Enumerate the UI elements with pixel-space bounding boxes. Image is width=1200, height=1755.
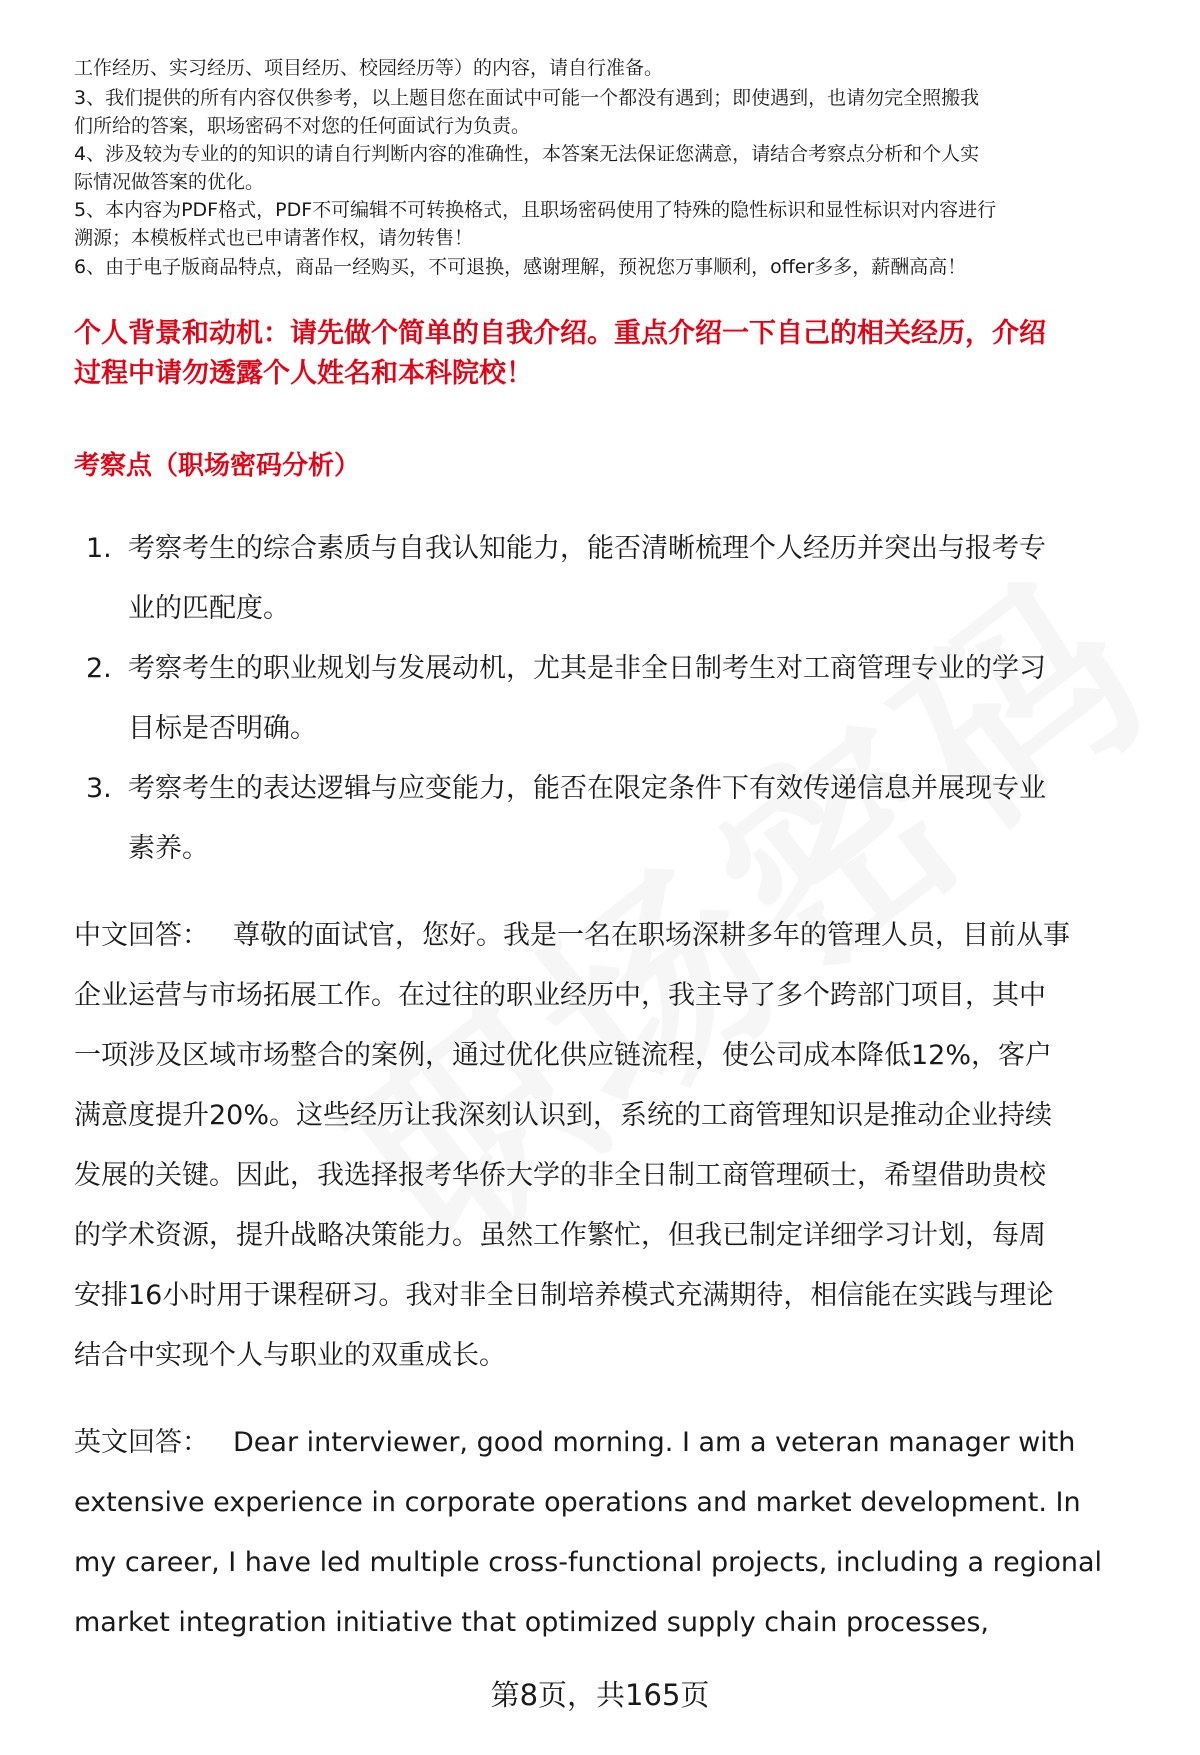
notice-line: 3、我们提供的所有内容仅供参考，以上题目您在面试中可能一个都没有遇到；即使遇到，也请勿完全照搬我 [74,87,980,109]
notice-line: 5、本内容为PDF格式，PDF不可编辑不可转换格式，且职场密码使用了特殊的隐性标识和显性标识对内容进行 [74,199,997,221]
list-item: 目标是否明确。 [128,713,317,744]
list-item: 业的匹配度。 [128,593,290,624]
chinese-answer-line: 安排16小时用于课程研习。我对非全日制培养模式充满期待，相信能在实践与理论 [74,1280,1054,1311]
list-item: 素养。 [128,833,209,864]
list-item: 考察考生的综合素质与自我认知能力，能否清晰梳理个人经历并突出与报考专 [128,533,1046,564]
notice-line: 工作经历、实习经历、项目经历、校园经历等）的内容，请自行准备。 [74,57,664,79]
notice-line: 际情况做答案的优化。 [74,171,265,193]
chinese-answer-line: 结合中实现个人与职业的双重成长。 [74,1340,506,1371]
chinese-answer-line: 的学术资源，提升战略决策能力。虽然工作繁忙，但我已制定详细学习计划，每周 [74,1220,1046,1251]
chinese-answer-line: 发展的关键。因此，我选择报考华侨大学的非全日制工商管理硕士，希望借助贵校 [74,1160,1046,1191]
chinese-answer-line [74,906,1070,966]
notice-line: 们所给的答案，职场密码不对您的任何面试行为负责。 [74,115,531,137]
english-answer-line: market integration initiative that optimized supply chain processes, [74,1607,990,1638]
list-item: 考察考生的职业规划与发展动机，尤其是非全日制考生对工商管理专业的学习 [128,653,1046,684]
analysis-heading: 考察点（职场密码分析） [74,451,361,481]
chinese-answer-line: 满意度提升20%。这些经历让我深刻认识到，系统的工商管理知识是推动企业持续 [74,1100,1053,1131]
notice-line: 6、由于电子版商品特点，商品一经购买，不可退换，感谢理解，预祝您万事顺利，offer多多，薪酬高高！ [74,256,967,278]
list-number: 3. [86,773,112,804]
english-answer-line [74,1413,1075,1473]
chinese-answer-label: 中文回答： [74,920,209,951]
question-heading: 个人背景和动机：请先做个简单的自我介绍。重点介绍一下自己的相关经历，介绍 [74,318,1046,349]
list-number: 1. [86,533,112,564]
list-item: 考察考生的表达逻辑与应变能力，能否在限定条件下有效传递信息并展现专业 [128,773,1046,804]
english-answer-label: 英文回答： [74,1427,209,1458]
chinese-answer-line: 一项涉及区域市场整合的案例，通过优化供应链流程，使公司成本降低12%，客户 [74,1040,1053,1071]
notice-line: 4、涉及较为专业的的知识的请自行判断内容的准确性，本答案无法保证您满意，请结合考察点分析和个人实 [74,143,980,165]
chinese-answer-text: 尊敬的面试官，您好。我是一名在职场深耕多年的管理人员，目前从事 [233,920,1070,951]
notice-line: 溯源；本模板样式也已申请著作权，请勿转售！ [74,227,474,249]
english-answer-line: my career, I have led multiple cross-functional projects, including a regional [74,1547,1103,1578]
question-heading: 过程中请勿透露个人姓名和本科院校！ [74,358,533,389]
english-answer-line: extensive experience in corporate operations and market development. In [74,1487,1081,1518]
english-answer-text: Dear interviewer, good morning. I am a veteran manager with [233,1427,1076,1458]
list-number: 2. [86,653,112,684]
chinese-answer-line: 企业运营与市场拓展工作。在过往的职业经历中，我主导了多个跨部门项目，其中 [74,980,1046,1011]
page-number: 第8页，共165页 [490,1678,710,1712]
